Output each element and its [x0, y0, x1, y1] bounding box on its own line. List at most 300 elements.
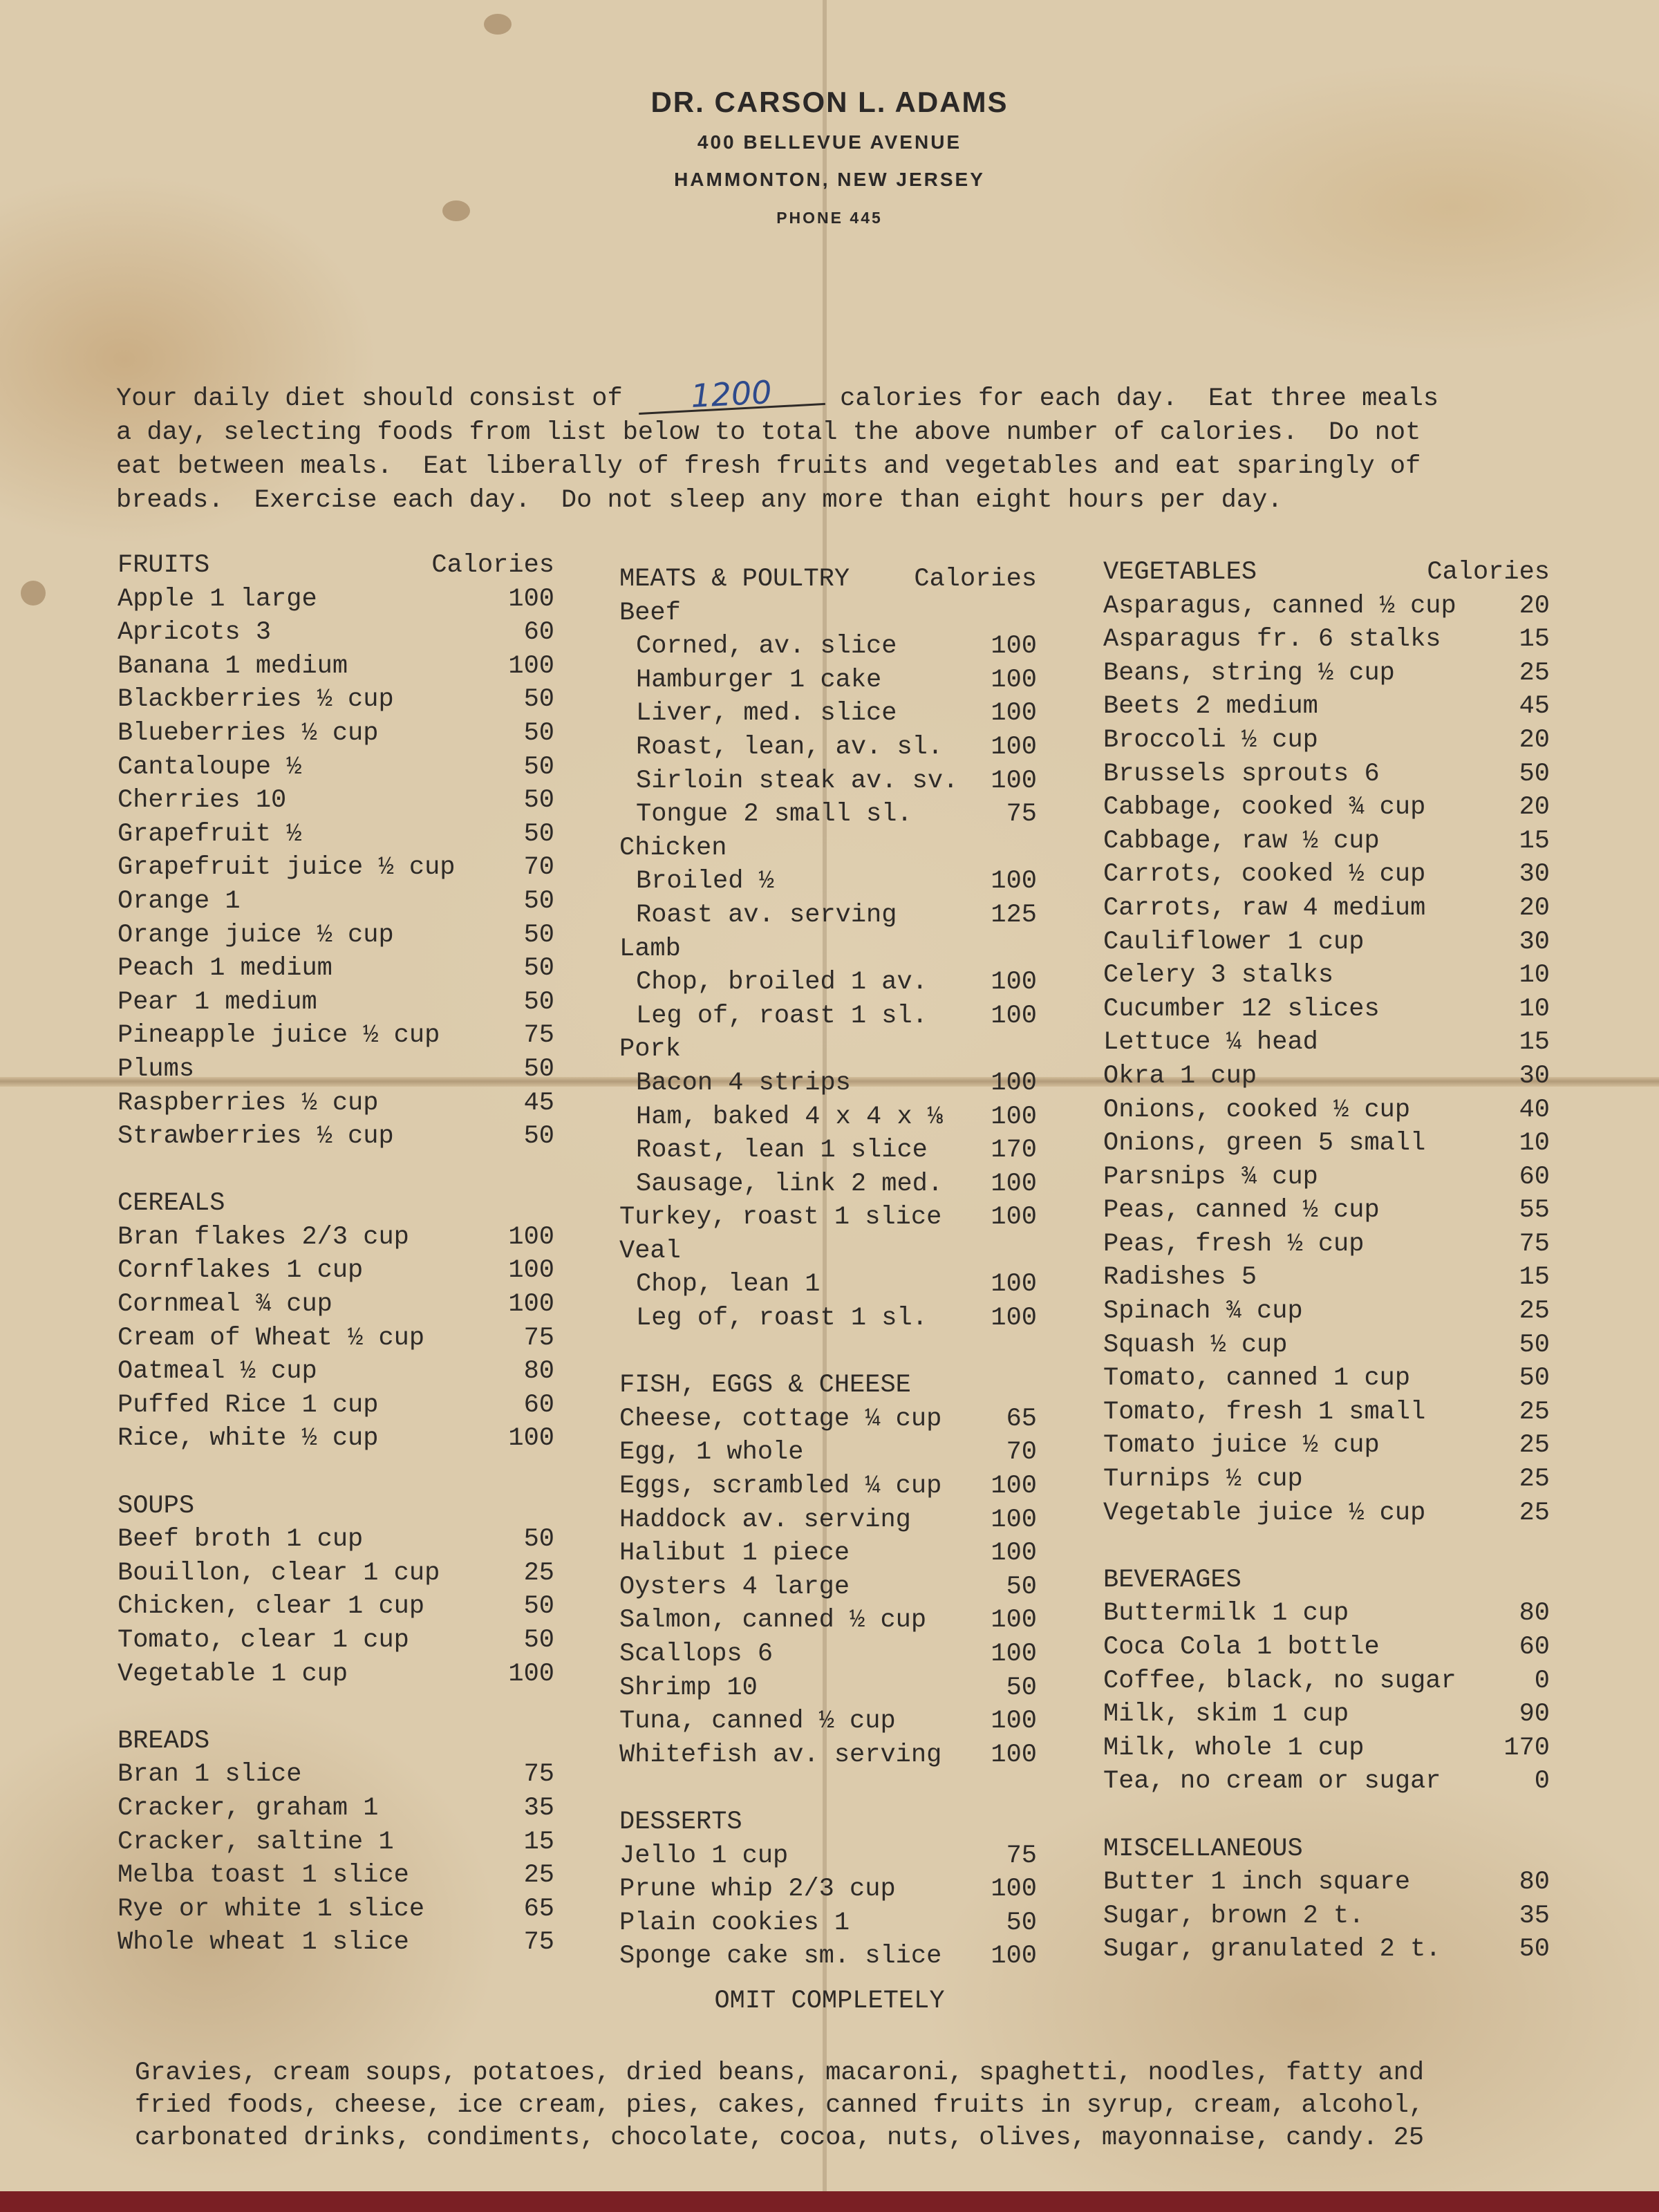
- food-row: [1103, 1698, 1550, 1732]
- food-name: Buttermilk 1 cup: [1103, 1599, 1349, 1629]
- food-row: [118, 683, 554, 717]
- food-name: Rye or white 1 slice: [118, 1894, 425, 1924]
- section-heading: FRUITS: [118, 551, 210, 580]
- food-row: [1103, 1396, 1550, 1430]
- food-name: Leg of, roast 1 sl.: [636, 1304, 928, 1333]
- food-calories: 75: [1006, 800, 1037, 830]
- food-name: Prune whip 2/3 cup: [619, 1875, 896, 1904]
- food-calories: 170: [1503, 1733, 1550, 1763]
- stain-mark: [21, 581, 46, 606]
- food-calories: 70: [523, 853, 554, 883]
- food-row: [619, 1940, 1037, 1974]
- column-meats-fish-desserts: [619, 563, 1037, 1974]
- food-name: Spinach ¾ cup: [1103, 1297, 1303, 1327]
- food-name: Egg, 1 whole: [619, 1438, 804, 1468]
- food-name: Beets 2 medium: [1103, 692, 1318, 722]
- food-name: Carrots, cooked ½ cup: [1103, 860, 1426, 890]
- food-name: Shrimp 10: [619, 1673, 758, 1703]
- food-name: Bouillon, clear 1 cup: [118, 1558, 440, 1588]
- food-calories: 55: [1519, 1196, 1550, 1226]
- food-name: Roast av. serving: [636, 900, 897, 930]
- meats-header: [619, 563, 1037, 597]
- food-name: Pineapple juice ½ cup: [118, 1021, 440, 1051]
- food-calories: 80: [1519, 1599, 1550, 1629]
- food-row: [1103, 1597, 1550, 1631]
- food-row: [1103, 1261, 1550, 1295]
- food-row: [118, 1422, 554, 1456]
- food-calories: 100: [991, 632, 1037, 662]
- food-calories: 50: [523, 1592, 554, 1622]
- food-name: Scallops 6: [619, 1640, 774, 1669]
- food-row: [619, 1168, 1037, 1201]
- section-heading: MISCELLANEOUS: [1103, 1834, 1303, 1864]
- food-name: Peas, canned ½ cup: [1103, 1196, 1380, 1226]
- food-calories: 100: [991, 1169, 1037, 1199]
- food-row: [1103, 1933, 1550, 1967]
- food-calories: 100: [508, 1424, 554, 1454]
- food-name: Cabbage, cooked ¾ cup: [1103, 793, 1426, 823]
- food-row: [619, 1571, 1037, 1604]
- food-row: [619, 1604, 1037, 1638]
- food-calories: 40: [1519, 1095, 1550, 1125]
- calories-heading: Calories: [914, 565, 1037, 594]
- food-name: Sirloin steak av. sv.: [636, 766, 959, 796]
- food-row: [118, 1288, 554, 1322]
- omit-line: carbonated drinks, condiments, chocolate, cocoa, nuts, olives, mayonnaise, candy. 25: [135, 2124, 1425, 2153]
- food-calories: 25: [1519, 1498, 1550, 1528]
- section-heading: BEVERAGES: [1103, 1565, 1241, 1595]
- food-row: [619, 1134, 1037, 1168]
- food-row: [619, 731, 1037, 765]
- food-row: [1103, 1194, 1550, 1228]
- food-row: [619, 664, 1037, 697]
- food-name: Tea, no cream or sugar: [1103, 1767, 1441, 1797]
- food-name: Plain cookies 1: [619, 1908, 850, 1938]
- food-calories: 80: [523, 1357, 554, 1387]
- food-name: Puffed Rice 1 cup: [118, 1390, 379, 1420]
- food-calories: 65: [1006, 1404, 1037, 1434]
- food-name: Brussels sprouts 6: [1103, 759, 1380, 789]
- food-calories: 80: [1519, 1868, 1550, 1897]
- food-name: Roast, lean, av. sl.: [636, 732, 944, 762]
- food-name: Milk, skim 1 cup: [1103, 1700, 1349, 1730]
- food-calories: 50: [1519, 1364, 1550, 1394]
- food-row: [1103, 1026, 1550, 1060]
- food-row: [118, 1053, 554, 1087]
- food-name: Ham, baked 4 x 4 x ⅛: [636, 1102, 944, 1132]
- food-row: [118, 1120, 554, 1154]
- food-name: Oysters 4 large: [619, 1572, 850, 1602]
- food-calories: 0: [1534, 1767, 1550, 1797]
- food-row: [1103, 1161, 1550, 1194]
- food-calories: 70: [1006, 1438, 1037, 1468]
- food-calories: 20: [1519, 591, 1550, 621]
- omit-paragraph: [135, 2057, 1517, 2155]
- food-row: [118, 1758, 554, 1792]
- food-name: Coca Cola 1 bottle: [1103, 1633, 1380, 1662]
- handwritten-calories: 1200: [637, 375, 825, 415]
- food-name: Cornflakes 1 cup: [118, 1256, 364, 1286]
- food-name: Sponge cake sm. slice: [619, 1942, 942, 1971]
- food-calories: 100: [991, 699, 1037, 729]
- food-calories: 30: [1519, 860, 1550, 890]
- food-name: Celery 3 stalks: [1103, 961, 1334, 991]
- food-name: Onions, green 5 small: [1103, 1129, 1426, 1159]
- food-row: [1103, 993, 1550, 1027]
- food-name: Bacon 4 strips: [636, 1068, 851, 1098]
- food-calories: 50: [523, 752, 554, 782]
- food-calories: 50: [1006, 1673, 1037, 1703]
- food-name: Okra 1 cup: [1103, 1061, 1257, 1091]
- food-calories: 100: [991, 1472, 1037, 1501]
- food-calories: 50: [1006, 1572, 1037, 1602]
- food-calories: 100: [991, 1740, 1037, 1770]
- food-calories: 100: [991, 1539, 1037, 1568]
- letterhead-name: DR. CARSON L. ADAMS: [650, 86, 1009, 118]
- intro-line: eat between meals. Eat liberally of fresh fruits and vegetables and eat sparingly of: [116, 452, 1421, 481]
- food-row: [118, 851, 554, 885]
- food-calories: 25: [1519, 1297, 1550, 1327]
- food-name: Sugar, granulated 2 t.: [1103, 1935, 1441, 1965]
- food-name: Radishes 5: [1103, 1263, 1257, 1293]
- food-name: Orange 1: [118, 886, 241, 916]
- food-row: [118, 1826, 554, 1859]
- intro-post: calories for each day. Eat three meals: [824, 384, 1439, 413]
- food-calories: 100: [508, 1222, 554, 1252]
- food-row: [118, 1893, 554, 1927]
- food-name: Cracker, graham 1: [118, 1793, 379, 1823]
- food-name: Apple 1 large: [118, 584, 317, 614]
- food-calories: 45: [523, 1088, 554, 1118]
- food-calories: 100: [991, 1102, 1037, 1132]
- food-name: Beans, string ½ cup: [1103, 658, 1395, 688]
- food-calories: 75: [523, 1928, 554, 1958]
- food-calories: 15: [1519, 826, 1550, 856]
- food-name: Onions, cooked ½ cup: [1103, 1095, 1411, 1125]
- food-calories: 75: [523, 1021, 554, 1051]
- food-name: Peas, fresh ½ cup: [1103, 1229, 1365, 1259]
- food-name: Liver, med. slice: [636, 699, 897, 729]
- food-row: [1103, 1329, 1550, 1362]
- omit-line: fried foods, cheese, ice cream, pies, cakes, canned fruits in syrup, cream, alcohol,: [135, 2091, 1425, 2120]
- column-vegetables-beverages-misc: [1103, 556, 1550, 1967]
- food-calories: 100: [991, 1640, 1037, 1669]
- food-row: [619, 966, 1037, 1000]
- food-row: [1103, 1732, 1550, 1765]
- food-row: [1103, 1497, 1550, 1530]
- food-name: Rice, white ½ cup: [118, 1424, 379, 1454]
- section-heading: VEGETABLES: [1103, 558, 1257, 587]
- food-calories: 75: [523, 1760, 554, 1790]
- food-name: Cucumber 12 slices: [1103, 994, 1380, 1024]
- letterhead-city: HAMMONTON, NEW JERSEY: [674, 169, 985, 190]
- food-name: Asparagus fr. 6 stalks: [1103, 625, 1441, 655]
- food-row: [1103, 1094, 1550, 1127]
- food-name: Carrots, raw 4 medium: [1103, 893, 1426, 923]
- food-name: Banana 1 medium: [118, 651, 348, 681]
- food-row: [118, 986, 554, 1020]
- food-calories: 30: [1519, 927, 1550, 957]
- food-row: [619, 1705, 1037, 1738]
- food-row: [619, 1873, 1037, 1906]
- food-calories: 100: [991, 1068, 1037, 1098]
- food-calories: 100: [991, 1304, 1037, 1333]
- food-row: [619, 1436, 1037, 1470]
- food-row: [1103, 791, 1550, 825]
- food-row: [1103, 1631, 1550, 1665]
- food-row: [1103, 858, 1550, 892]
- food-name: Turkey, roast 1 slice: [619, 1203, 942, 1232]
- food-name: Turnips ½ cup: [1103, 1465, 1303, 1494]
- food-name: Sausage, link 2 med.: [636, 1169, 944, 1199]
- food-row: [118, 1926, 554, 1960]
- food-name: Tomato, fresh 1 small: [1103, 1397, 1426, 1427]
- column-fruits-cereals-soups-breads: [118, 549, 554, 1960]
- food-name: Vegetable juice ½ cup: [1103, 1498, 1426, 1528]
- food-row: [619, 1268, 1037, 1302]
- food-calories: 50: [1519, 1935, 1550, 1965]
- food-calories: 15: [1519, 1028, 1550, 1058]
- food-name: Roast, lean 1 slice: [636, 1136, 928, 1165]
- food-calories: 0: [1534, 1666, 1550, 1696]
- food-calories: 25: [1519, 1397, 1550, 1427]
- letterhead-address: 400 BELLEVUE AVENUE: [697, 131, 962, 153]
- food-row: [619, 1638, 1037, 1671]
- intro-line: a day, selecting foods from list below to total the above number of calories. Do not: [116, 418, 1421, 447]
- food-name: Lettuce ¼ head: [1103, 1028, 1318, 1058]
- food-row: [1103, 1866, 1550, 1900]
- food-name: Cauliflower 1 cup: [1103, 927, 1365, 957]
- food-calories: 50: [523, 718, 554, 748]
- food-row: [619, 1537, 1037, 1571]
- section-heading: BREADS: [118, 1726, 210, 1756]
- food-row: [118, 1221, 554, 1255]
- food-name: Squash ½ cup: [1103, 1330, 1288, 1360]
- section-heading: CEREALS: [118, 1189, 225, 1219]
- food-calories: 15: [1519, 625, 1550, 655]
- food-row: [118, 717, 554, 751]
- food-name: Peach 1 medium: [118, 954, 332, 984]
- food-name: Broiled ½: [636, 867, 774, 897]
- food-row: [619, 1000, 1037, 1033]
- food-name: Apricots 3: [118, 618, 272, 648]
- food-row: [1103, 926, 1550, 959]
- food-row: [118, 1523, 554, 1557]
- food-row: [619, 697, 1037, 731]
- food-calories: 50: [523, 920, 554, 950]
- food-row: [1103, 1127, 1550, 1161]
- omit-heading: OMIT COMPLETELY: [714, 1987, 945, 2016]
- calories-heading: Calories: [431, 551, 554, 580]
- food-name: Melba toast 1 slice: [118, 1861, 409, 1891]
- section-heading: SOUPS: [118, 1491, 195, 1521]
- food-row: [1103, 1362, 1550, 1396]
- intro-line: breads. Exercise each day. Do not sleep any more than eight hours per day.: [116, 486, 1283, 515]
- food-calories: 25: [523, 1558, 554, 1588]
- food-calories: 50: [523, 1122, 554, 1152]
- food-calories: 10: [1519, 961, 1550, 991]
- food-calories: 20: [1519, 793, 1550, 823]
- food-row: [1103, 1900, 1550, 1933]
- section-heading: DESSERTS: [619, 1807, 742, 1837]
- food-name: Sugar, brown 2 t.: [1103, 1901, 1365, 1931]
- food-row: [118, 1792, 554, 1826]
- food-calories: 10: [1519, 1129, 1550, 1159]
- food-calories: 20: [1519, 893, 1550, 923]
- food-calories: 50: [523, 685, 554, 715]
- food-row: [619, 1906, 1037, 1940]
- food-calories: 100: [508, 1290, 554, 1320]
- food-name: Pear 1 medium: [118, 987, 317, 1017]
- food-row: [619, 1302, 1037, 1335]
- food-row: [619, 899, 1037, 932]
- food-row: [118, 952, 554, 986]
- section-heading: FISH, EGGS & CHEESE: [619, 1371, 911, 1400]
- food-calories: 100: [991, 1707, 1037, 1736]
- food-calories: 90: [1519, 1700, 1550, 1730]
- subsection-heading: Beef: [619, 598, 681, 628]
- food-row: [1103, 724, 1550, 758]
- food-name: Coffee, black, no sugar: [1103, 1666, 1456, 1696]
- food-name: Plums: [118, 1054, 195, 1084]
- subsection-heading: Veal: [619, 1236, 681, 1266]
- food-row: [1103, 1765, 1550, 1799]
- food-row: [118, 1658, 554, 1691]
- food-calories: 60: [1519, 1162, 1550, 1192]
- food-calories: 50: [1006, 1908, 1037, 1938]
- food-row: [118, 1019, 554, 1053]
- food-calories: 25: [1519, 1465, 1550, 1494]
- food-name: Cabbage, raw ½ cup: [1103, 826, 1380, 856]
- food-row: [118, 1355, 554, 1389]
- food-name: Whitefish av. serving: [619, 1740, 942, 1770]
- food-calories: 100: [991, 1270, 1037, 1300]
- subsection-heading: Lamb: [619, 934, 681, 964]
- food-row: [1103, 1429, 1550, 1463]
- food-name: Cantaloupe ½: [118, 752, 302, 782]
- food-row: [1103, 690, 1550, 724]
- food-calories: 45: [1519, 692, 1550, 722]
- food-row: [118, 1590, 554, 1624]
- food-row: [619, 1100, 1037, 1134]
- food-name: Grapefruit juice ½ cup: [118, 853, 456, 883]
- food-name: Asparagus, canned ½ cup: [1103, 591, 1456, 621]
- food-name: Parsnips ¾ cup: [1103, 1162, 1318, 1192]
- food-row: [118, 1254, 554, 1288]
- food-calories: 25: [1519, 1431, 1550, 1461]
- food-calories: 20: [1519, 725, 1550, 755]
- food-calories: 35: [523, 1793, 554, 1823]
- food-name: Raspberries ½ cup: [118, 1088, 379, 1118]
- food-calories: 100: [991, 1875, 1037, 1904]
- food-name: Salmon, canned ½ cup: [619, 1606, 927, 1635]
- food-calories: 100: [991, 1203, 1037, 1232]
- food-calories: 75: [1006, 1841, 1037, 1871]
- food-name: Vegetable 1 cup: [118, 1659, 348, 1689]
- food-calories: 50: [1519, 759, 1550, 789]
- vegetables-header: [1103, 556, 1550, 590]
- food-calories: 10: [1519, 994, 1550, 1024]
- food-row: [1103, 1665, 1550, 1698]
- food-name: Jello 1 cup: [619, 1841, 789, 1871]
- food-calories: 100: [508, 1659, 554, 1689]
- food-calories: 100: [991, 665, 1037, 695]
- food-calories: 25: [1519, 658, 1550, 688]
- food-row: [118, 1087, 554, 1121]
- food-name: Grapefruit ½: [118, 819, 302, 849]
- food-row: [1103, 1295, 1550, 1329]
- intro-pre: Your daily diet should consist of: [116, 384, 638, 413]
- food-calories: 15: [523, 1827, 554, 1857]
- food-row: [619, 1503, 1037, 1537]
- food-name: Milk, whole 1 cup: [1103, 1733, 1365, 1763]
- food-name: Cracker, saltine 1: [118, 1827, 394, 1857]
- letterhead-phone: PHONE 445: [776, 209, 883, 227]
- food-calories: 15: [1519, 1263, 1550, 1293]
- food-row: [118, 1859, 554, 1893]
- food-name: Eggs, scrambled ¼ cup: [619, 1472, 942, 1501]
- food-calories: 100: [991, 968, 1037, 997]
- food-row: [118, 1389, 554, 1423]
- food-calories: 30: [1519, 1061, 1550, 1091]
- food-row: [619, 1470, 1037, 1503]
- food-row: [619, 630, 1037, 664]
- food-name: Cornmeal ¾ cup: [118, 1290, 332, 1320]
- food-row: [619, 1201, 1037, 1235]
- food-name: Halibut 1 piece: [619, 1539, 850, 1568]
- food-row: [619, 1738, 1037, 1772]
- food-row: [1103, 1060, 1550, 1094]
- food-name: Strawberries ½ cup: [118, 1122, 394, 1152]
- food-row: [1103, 959, 1550, 993]
- food-calories: 100: [508, 584, 554, 614]
- food-calories: 50: [523, 886, 554, 916]
- food-name: Tomato, canned 1 cup: [1103, 1364, 1411, 1394]
- intro-line: [116, 373, 1582, 416]
- food-row: [1103, 657, 1550, 691]
- food-row: [118, 650, 554, 684]
- food-calories: 75: [523, 1323, 554, 1353]
- food-calories: 50: [523, 1626, 554, 1655]
- food-calories: 75: [1519, 1229, 1550, 1259]
- section-heading: MEATS & POULTRY: [619, 565, 850, 594]
- food-name: Tongue 2 small sl.: [636, 800, 912, 830]
- food-name: Chop, lean 1: [636, 1270, 821, 1300]
- food-name: Hamburger 1 cake: [636, 665, 882, 695]
- food-row: [118, 1322, 554, 1356]
- food-name: Whole wheat 1 slice: [118, 1928, 409, 1958]
- food-row: [1103, 825, 1550, 859]
- food-calories: 100: [991, 1001, 1037, 1031]
- food-name: Blackberries ½ cup: [118, 685, 394, 715]
- stain-mark: [484, 14, 512, 35]
- calories-heading: Calories: [1427, 558, 1550, 587]
- food-calories: 50: [523, 954, 554, 984]
- food-row: [1103, 758, 1550, 791]
- food-row: [619, 1839, 1037, 1873]
- fruits-header: [118, 549, 554, 583]
- food-row: [619, 1067, 1037, 1100]
- food-row: [118, 784, 554, 818]
- food-row: [118, 1624, 554, 1658]
- food-row: [619, 1671, 1037, 1705]
- food-calories: 50: [523, 819, 554, 849]
- food-name: Cream of Wheat ½ cup: [118, 1323, 425, 1353]
- food-calories: 125: [991, 900, 1037, 930]
- food-calories: 50: [523, 786, 554, 816]
- food-name: Tuna, canned ½ cup: [619, 1707, 896, 1736]
- food-name: Butter 1 inch square: [1103, 1868, 1411, 1897]
